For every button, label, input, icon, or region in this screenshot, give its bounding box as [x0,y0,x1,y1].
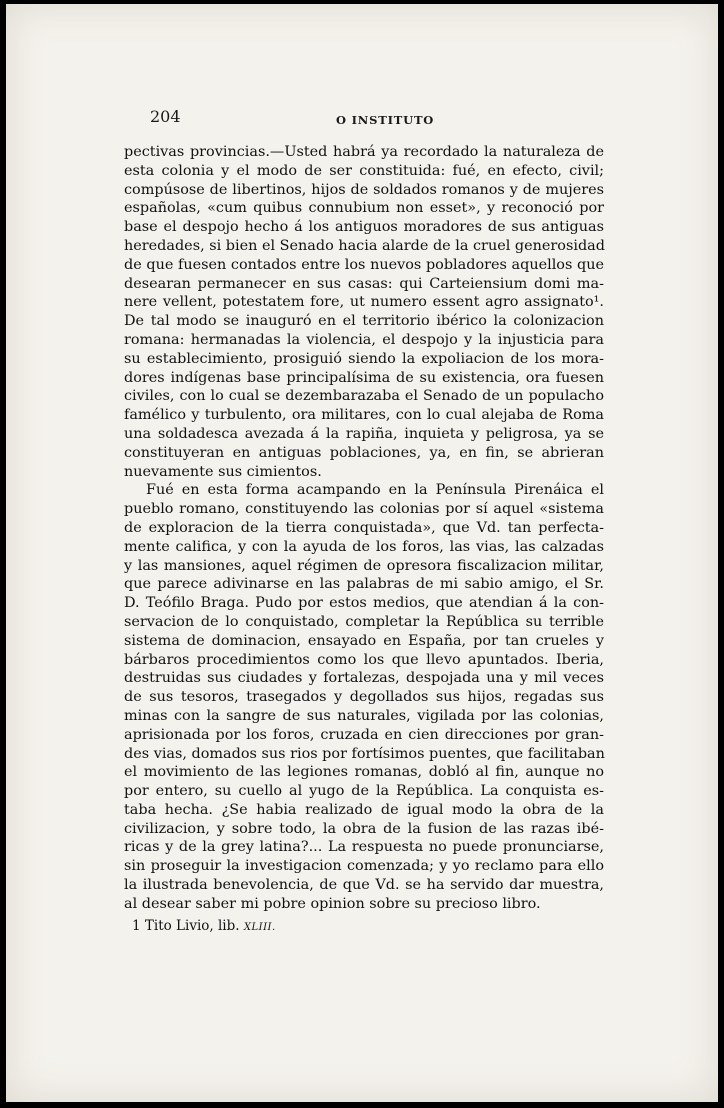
page-header [150,107,610,129]
text-line: pueblo romano, constituyendo las colonias por sí aquel «sistema [124,501,604,518]
text-line: el movimiento de las legiones romanas, dobló al fin, aunque no [124,764,604,781]
text-line: destruidas sus ciudades y fortalezas, despojada una y mil veces [124,670,604,687]
footnote-text: Tito Livio, lib. [144,918,244,934]
text-line: base el despojo hecho á los antiguos moradores de sus antiguas [124,219,604,236]
text-line: al desear saber mi pobre opinion sobre su precioso libro. [124,895,541,912]
text-line: mente califica, y con la ayuda de los foros, las vias, las calzadas [124,538,604,555]
text-line: Fué en esta forma acampando en la Península Pirenáica el [146,482,604,499]
text-line: su establecimiento, prosiguió siendo la expoliacion de los mora- [124,350,604,367]
text-line: nuevamente sus cimientos. [124,463,322,480]
text-line: bárbaros procedimientos como los que llevo apuntados. Iberia, [124,651,604,668]
text-line: heredades, si bien el Senado hacia alarde de la cruel generosidad [124,237,605,254]
text-line: sistema de dominacion, ensayado en España, por tan crueles y [124,632,604,649]
text-line: esta colonia y el modo de ser constituida: fué, en efecto, civil; [124,162,604,179]
text-line: servacion de lo conquistado, completar la República su terrible [124,613,604,630]
text-line: la ilustrada benevolencia, de que Vd. se ha servido dar muestra, [124,877,604,894]
text-line: dores indígenas base principalísima de su existencia, ora fuesen [124,369,604,386]
text-line: una soldadesca avezada á la rapiña, inquieta y peligrosa, ya se [124,425,604,442]
text-line: D. Teófilo Braga. Pudo por estos medios, que atendian á la con- [124,595,604,612]
text-line: civiles, con lo cual se dezembarazaba el Senado de un populacho [124,388,604,405]
body-text [124,143,604,914]
text-line: aprisionada por los foros, cruzada en cien direcciones por gran- [124,726,604,743]
text-line: taba hecha. ¿Se habia realizado de igual modo la obra de la [124,801,604,818]
text-line: compúsose de libertinos, hijos de soldados romanos y de mujeres [124,181,604,198]
text-line: des vias, domados sus rios por fortísimos puentes, que facilitaban [124,745,605,762]
footnote-marker: 1 [132,918,141,934]
text-line: de que fuesen contados entre los nuevos pobladores aquellos que [124,256,604,273]
text-line: romana: hermanadas la violencia, el despojo y la injusticia para [124,331,604,348]
text-line: y las mansiones, aquel régimen de opresora fiscalizacion militar, [124,557,604,574]
text-line: por entero, su cuello al yugo de la República. La conquista es- [124,783,604,800]
text-line: que parece adivinarse en las palabras de mi sabio amigo, el Sr. [124,576,604,593]
text-line: desearan permanecer en sus casas: qui Carteiensium domi ma- [124,275,604,292]
footnote [132,918,432,934]
running-title: O INSTITUTO [336,113,435,127]
text-line: ricas y de la grey latina?... La respuesta no puede pronunciarse, [124,839,604,856]
text-line: pectivas provincias.—Usted habrá ya recordado la naturaleza de [124,144,604,160]
text-line: minas con la sangre de sus naturales, vigilada por las colonias, [124,707,604,724]
text-line: de exploracion de la tierra conquistada», que Vd. tan perfecta- [124,519,604,536]
footnote-book: XLIII. [243,922,276,933]
text-line: españolas, «cum quibus connubium non esset», y reconoció por [124,200,604,217]
page-number: 204 [150,107,181,126]
text-line: constituyeran en antiguas poblaciones, ya, en fin, se abrieran [124,444,604,461]
text-line: famélico y turbulento, ora militares, con lo cual alejaba de Roma [124,407,604,424]
text-line: sin proseguir la investigacion comenzada; y yo reclamo para ello [124,858,604,875]
text-line: De tal modo se inauguró en el territorio ibérico la colonizacion [124,313,604,330]
text-line: civilizacion, y sobre todo, la obra de la fusion de las razas ibé- [124,820,604,837]
text-line: nere vellent, potestatem fore, ut numero essent agro assignato¹. [124,294,604,311]
text-line: de sus tesoros, trasegados y degollados sus hijos, regadas sus [124,689,604,706]
